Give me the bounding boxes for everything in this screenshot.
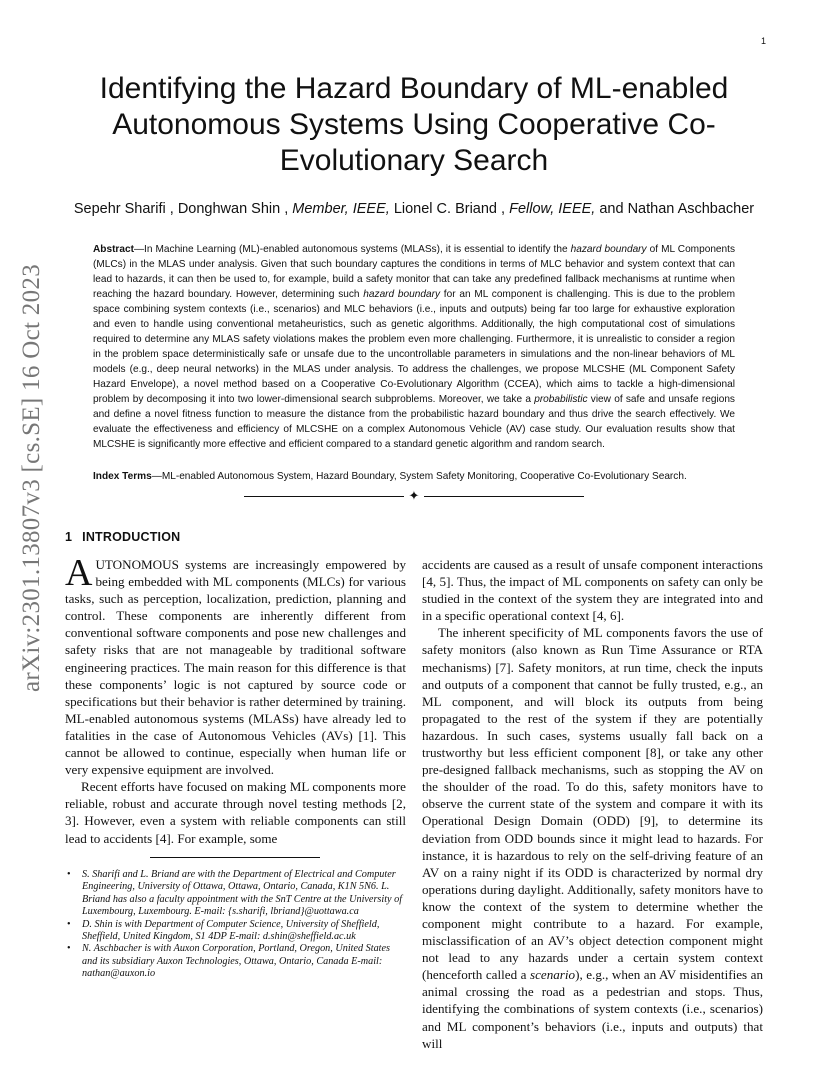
- index-terms-label: Index Terms: [93, 471, 152, 482]
- author-text-2: Lionel C. Briand ,: [389, 201, 510, 217]
- right-paragraph-2: [422, 624, 763, 1051]
- drop-cap: A: [65, 552, 93, 594]
- intro-paragraph-2: Recent efforts have focused on making ML components more reliable, robust and accurate through novel testing methods [2, 3]. However, even a system with reliable components can still lead to accidents [4]. For example, some: [65, 779, 406, 846]
- index-terms-text: —ML-enabled Autonomous System, Hazard Boundary, System Safety Monitoring, Cooperative Co-Evolutionary Search.: [151, 471, 687, 482]
- abstract-emphasis: hazard boundary: [570, 244, 647, 255]
- abstract-text: —In Machine Learning (ML)-enabled autonomous systems (MLASs), it is essential to identify the: [133, 244, 571, 255]
- section-title: INTRODUCTION: [82, 530, 181, 544]
- first-word: UTONOMOUS: [95, 557, 179, 572]
- footnote-item: • N. Aschbacher is with Auxon Corporation, Portland, Oregon, United States and its subsidiary Auxon Technologies, Ottawa, Ontario, Canada E-mail: nathan@auxon.io: [65, 943, 406, 980]
- abstract-text: for an ML component is challenging. This is due to the problem space combining system contexts (i.e., scenarios) and MLC behaviors (i.e., inputs and outputs) being far too large for exhaustive exploration and even to handle using conventional metaheuristics, such as genetic algorithms. Additionally, the high computational cost of simulations required to determine any MLAS safety violations makes the problem even more challenging. Furthermore, it is unrealistic to consider a region in the problem space deterministically safe or unsafe due to the uncontrollable parameters in simulations and the non-linear behaviors of ML models (e.g., deep neural networks) in the MLAS under analysis. To address the challenges, we propose MLCSHE (ML Component Safety Hazard Envelope), a novel method based on a Cooperative Co-Evolutionary Algorithm (CCEA), which aims to tackle a high-dimensional problem by decomposing it into two lower-dimensional search subproblems. Moreover, we take a: [93, 289, 735, 405]
- page-number: 1: [760, 36, 766, 46]
- paper-title: Identifying the Hazard Boundary of ML-enabled Autonomous Systems Using Cooperative Co-Evolutionary Search: [99, 72, 729, 177]
- divider-diamond-icon: ✦: [408, 489, 420, 504]
- right-column: [422, 556, 763, 1052]
- footnote-rule: [150, 857, 320, 858]
- left-column: [65, 552, 406, 847]
- author-affiliation-footnotes: [65, 869, 406, 981]
- section-heading: [65, 530, 180, 544]
- abstract-text: of ML Components (MLCs) in the MLAS under analysis. Given that such boundary captures the conditions in terms of MLC behavior and system context that can lead to hazards, it can then be used to, for example, build a safety monitor that can take any predefined fallback mechanisms at runtime when reaching the hazard boundary. However, determining such: [93, 244, 736, 300]
- author-role-1: Member, IEEE,: [292, 201, 390, 217]
- right-paragraph-1: accidents are caused as a result of unsafe component interactions [4, 5]. Thus, the impact of ML components on safety can only be studied in the context of the system they are integrated into and in a specific operational context [4, 6].: [422, 557, 763, 624]
- abstract-emphasis: probabilistic: [534, 394, 588, 405]
- paragraph-text: The inherent specificity of ML components favors the use of safety monitors (also known as Run Time Assurance or RTA mechanisms) [7]. Safety monitors, at run time, check the inputs and outputs of a component that cannot be fully trusted, e.g., an ML component, and will block its outputs from being propagated to the rest of the system if they are potentially hazardous. In such cases, systems usually fall back on a trustworthy but less efficient component [8], or take any other pre-designed fallback mechanisms, such as stopping the AV on the shoulder of the road. To do this, safety monitors have to observe the current state of the system and compare it with its Operational Design Domain (ODD) [9], to determine its deviation from ODD bounds since it might lead to hazards. For instance, it is hazardous to rely on the self-driving feature of an AV on a rainy night if its ODD is characterized by normal dry operations during daylight. Additionally, safety monitors have to know the context of the system to determine whether the component might contribute to a hazard. For example, misclassification of an AV’s object detection component might not lead to any hazards under a certain system context (henceforth called a: [422, 625, 763, 983]
- author-text-1: Sepehr Sharifi , Donghwan Shin ,: [73, 201, 293, 217]
- divider-line-right: [424, 496, 584, 497]
- section-number: 1: [65, 530, 73, 544]
- author-text-3: and Nathan Aschbacher: [595, 201, 755, 217]
- abstract: [93, 242, 735, 452]
- author-list: [50, 201, 778, 217]
- arxiv-id-text: arXiv:2301.13807v3 [cs.SE] 16 Oct 2023: [18, 263, 45, 693]
- divider-line-left: [244, 496, 404, 497]
- paragraph-text: systems are increasingly empowered by being embedded with ML components (MLCs) for various tasks, such as perception, localization, prediction, planning and control. These components are inherently different from conventional software components and pose new challenges and safety risks that are not manageable by traditional software engineering practices. The main reason for this difference is that these components’ logic is not captured by source code or specifications but their behavior is rather determined by training. ML-enabled autonomous systems (MLASs) have already led to fatalities in the case of Autonomous Vehicles (AVs) [1]. This cannot be allowed to continue, especially when human life or very expensive equipment are involved.: [65, 557, 406, 778]
- footnote-item: • D. Shin is with Department of Computer Science, University of Sheffield, Sheffield, United Kingdom, S1 4DP E-mail: d.shin@sheffield.ac.uk: [65, 919, 406, 944]
- abstract-emphasis: hazard boundary: [363, 289, 441, 300]
- abstract-text: view of safe and unsafe regions and define a novel fitness function to measure the distance from the probabilistic hazard boundary and thus drive the search effectively. We evaluate the effectiveness and efficiency of MLCSHE on a complex Autonomous Vehicle (AV) case study. Our evaluation results show that MLCSHE is significantly more effective and efficient compared to a standard genetic algorithm and random search.: [93, 394, 735, 450]
- paragraph-emphasis: scenario: [529, 967, 576, 983]
- arxiv-sidebar-identifier: [2, 263, 62, 693]
- intro-paragraph-1: [65, 552, 406, 778]
- index-terms: [93, 469, 753, 484]
- author-role-2: Fellow, IEEE,: [509, 201, 596, 217]
- section-divider: [244, 489, 584, 504]
- abstract-label: Abstract: [93, 244, 134, 255]
- footnote-item: • S. Sharifi and L. Briand are with the Department of Electrical and Computer Engineering, University of Ottawa, Ottawa, Ontario, Canada, K1N 5N6. L. Briand has also a faculty appointment with the SnT Centre at the University of Luxembourg, Luxembourg. E-mail: {s.sharifi, lbriand}@uottawa.ca: [65, 869, 406, 919]
- paragraph-text: ), e.g., when an AV misidentifies an animal crossing the road as a pedestrian and stops. Thus, identifying the combinations of system contexts (i.e., scenarios) and ML component’s behaviors (i.e., inputs and outputs) that will: [422, 967, 763, 1051]
